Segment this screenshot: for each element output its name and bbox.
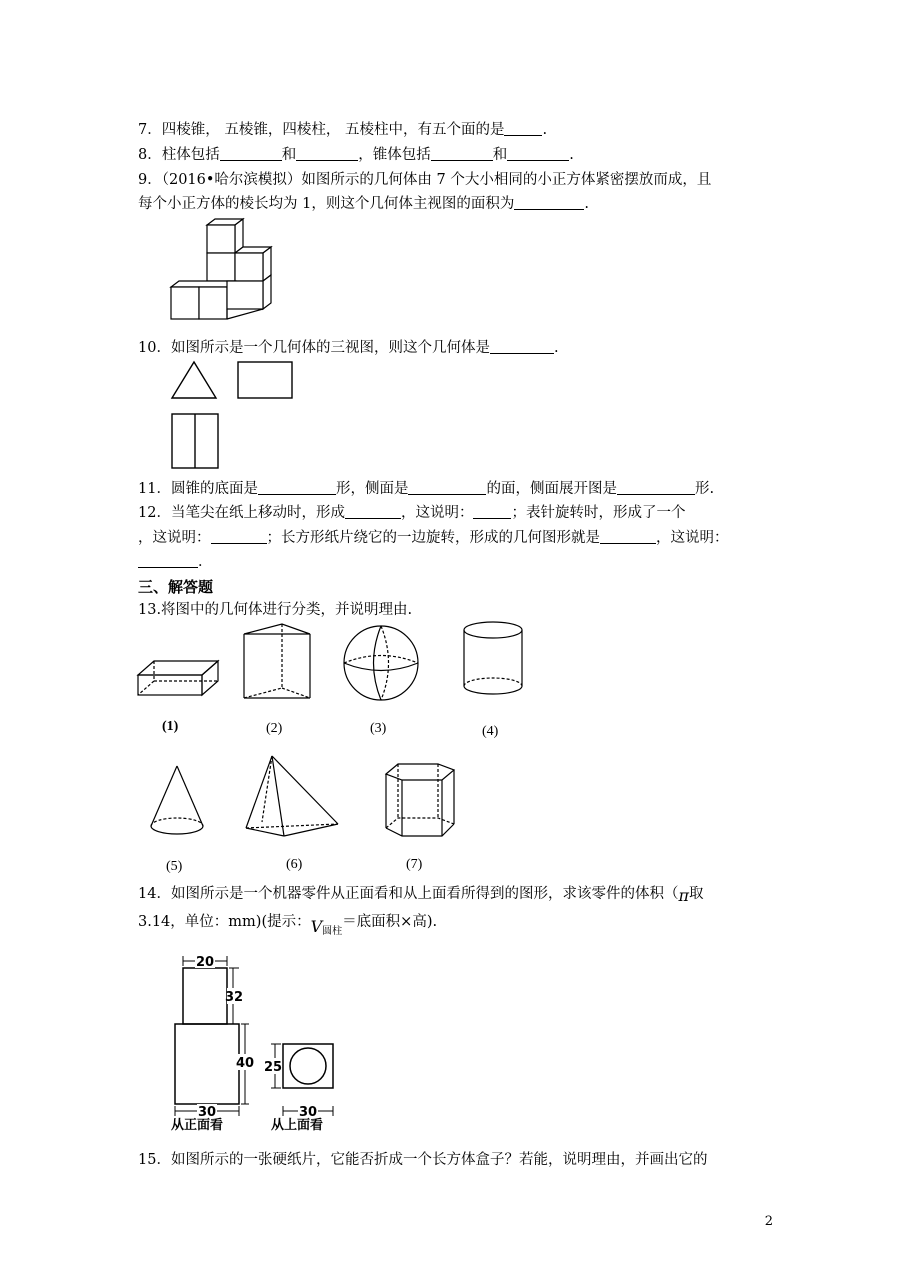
dim-top-view-width: 30 (298, 1105, 318, 1120)
page-number: 2 (764, 1214, 773, 1229)
section-heading: 三、解答题 (138, 578, 214, 596)
question-15: 15．如图所示的一张硬纸片，它能否折成一个长方体盒子？若能，说明理由，并画出它的 (138, 1152, 708, 1168)
question-10: 10．如图所示是一个几何体的三视图，则这个几何体是 . (138, 340, 559, 356)
question-12-line-2: ，这说明： ；长方形纸片绕它的一边旋转，形成的几何图形就是 ，这说明： (138, 530, 729, 546)
shape-label: (4) (482, 724, 499, 739)
dim-top-height: 32 (224, 990, 244, 1005)
pyramid-shape (242, 752, 342, 840)
question-14-line-2: 3.14，单位：mm)(提示：$V_{圆柱}=$底面积×高). (138, 914, 438, 937)
formula-v: V (310, 917, 323, 936)
shape-label: (6) (286, 857, 303, 872)
answer-blank[interactable] (504, 121, 542, 136)
shape-label: (2) (266, 721, 283, 736)
shape-label: (1) (162, 719, 179, 734)
question-14-line-1: 14．如图所示是一个机器零件从正面看和从上面看所得到的图形，求该零件的体积（π取 (138, 886, 704, 905)
question-9-line-2: 每个小正方体的棱长均为 1，则这个几何体主视图的面积为 . (138, 196, 589, 212)
answer-blank[interactable] (138, 553, 198, 568)
answer-blank[interactable] (220, 146, 282, 161)
dim-top-view-height: 25 (263, 1060, 283, 1075)
dim-bottom-width: 30 (197, 1105, 217, 1120)
caption-front-view: 从正面看 (171, 1118, 224, 1133)
dim-top-width: 20 (195, 955, 215, 970)
answer-blank[interactable] (600, 529, 656, 544)
question-13: 13.将图中的几何体进行分类，并说明理由. (138, 602, 413, 618)
answer-blank[interactable] (211, 529, 267, 544)
question-11: 11．圆锥的底面是 形，侧面是 的面，侧面展开图是 形. (138, 481, 715, 497)
dim-bottom-height: 40 (235, 1056, 255, 1071)
question-12-line-3: ． (138, 552, 213, 572)
shape-label: (5) (166, 859, 183, 874)
question-8: 8．柱体包括 和 ，锥体包括 和 . (138, 147, 574, 163)
answer-blank[interactable] (296, 146, 358, 161)
front-view-bottom (175, 1024, 239, 1104)
answer-blank[interactable] (473, 504, 511, 519)
answer-blank[interactable] (514, 195, 584, 210)
answer-blank[interactable] (507, 146, 569, 161)
answer-blank[interactable] (408, 480, 486, 495)
three-views-figure (168, 358, 303, 473)
question-7: 7．四棱锥， 五棱锥，四棱柱， 五棱柱中，有五个面的是 . (138, 122, 548, 138)
shape-label: (3) (370, 721, 387, 736)
cone-shape (145, 762, 210, 840)
answer-blank[interactable] (431, 146, 493, 161)
pi-symbol: π (678, 886, 689, 905)
question-9-line-1: 9．（2016•哈尔滨模拟）如图所示的几何体由 7 个大小相同的小正方体紧密摆放而成，且 (138, 172, 712, 188)
answer-blank[interactable] (490, 339, 554, 354)
hexagonal-prism-shape (382, 760, 460, 842)
rectangle-view (238, 362, 292, 398)
cylinder-shape (460, 618, 526, 698)
cubes-figure (165, 215, 280, 325)
machine-part-figure (165, 950, 345, 1133)
sphere-shape (340, 622, 422, 704)
shape-label: (7) (406, 857, 423, 872)
question-12-line-1: 12．当笔尖在纸上移动时，形成 ，这说明： ；表针旋转时，形成了一个 (138, 505, 686, 521)
answer-blank[interactable] (345, 504, 401, 519)
cuboid-shape (136, 655, 222, 700)
triangle-view (172, 362, 216, 398)
answer-blank[interactable] (258, 480, 336, 495)
front-view-top (183, 968, 227, 1024)
caption-top-view: 从上面看 (271, 1118, 324, 1133)
top-view-circle (290, 1048, 326, 1084)
triangular-prism-shape (240, 618, 315, 703)
formula-subscript: 圆柱 (322, 926, 343, 937)
answer-blank[interactable] (617, 480, 695, 495)
